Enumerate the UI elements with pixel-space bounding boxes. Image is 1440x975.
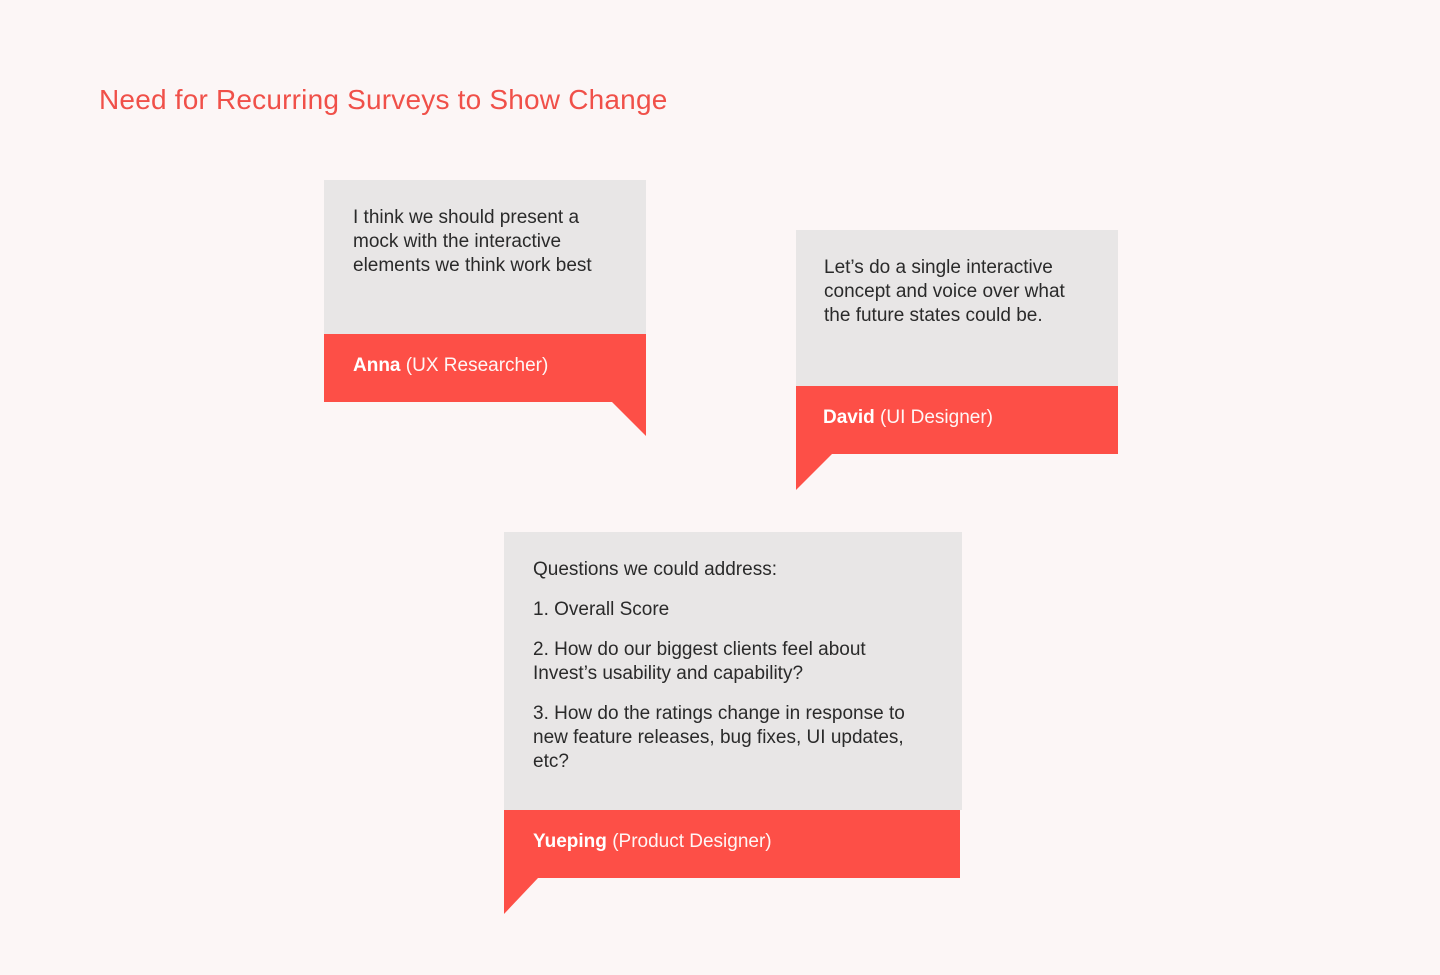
speech-tail-icon xyxy=(612,402,646,436)
quote-text: Let’s do a single interactive concept and voice over what the future states could be. xyxy=(824,257,1065,326)
bubble-body xyxy=(796,230,1118,386)
question-item: 2. How do our biggest clients feel about Invest’s usability and capability? xyxy=(533,639,866,684)
speech-bubble-yueping xyxy=(504,532,962,878)
speaker-label xyxy=(324,334,646,402)
speech-bubble-david xyxy=(796,230,1118,454)
speech-tail-icon xyxy=(504,878,538,914)
question-item: 3. How do the ratings change in response to new feature releases, bug fixes, UI updates, etc? xyxy=(533,703,905,772)
speaker-label xyxy=(796,386,1118,454)
speaker-label xyxy=(504,810,960,878)
bubble-body xyxy=(324,180,646,334)
speaker-role: (UX Researcher) xyxy=(405,355,549,376)
bubble-body xyxy=(504,532,962,810)
speech-bubble-anna xyxy=(324,180,646,402)
speaker-name: Anna xyxy=(353,355,401,376)
speaker-name: Yueping xyxy=(533,831,607,852)
speaker-name: David xyxy=(823,407,875,428)
questions-heading: Questions we could address: xyxy=(533,559,777,580)
question-item: 1. Overall Score xyxy=(533,599,670,620)
speaker-role: (UI Designer) xyxy=(880,407,994,428)
page-title: Need for Recurring Surveys to Show Change xyxy=(99,84,668,115)
speaker-role: (Product Designer) xyxy=(612,831,772,852)
quote-text: I think we should present a mock with the interactive elements we think work best xyxy=(353,207,592,276)
speech-tail-icon xyxy=(796,454,832,490)
